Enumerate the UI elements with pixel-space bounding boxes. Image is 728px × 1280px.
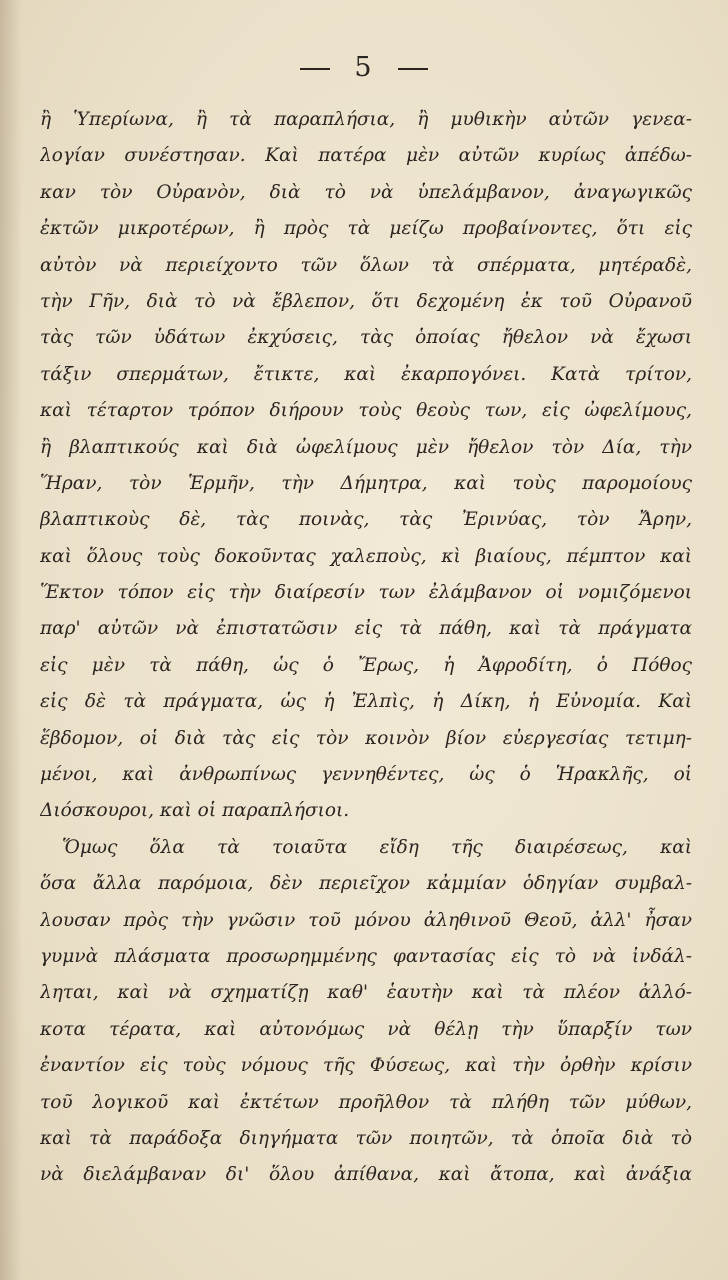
text-line: ἕβδομον, οἱ διὰ τὰς εἰς τὸν κοινὸν βίον εὐεργεσίας τετιμη- bbox=[40, 727, 692, 749]
text-line: Ὅμως ὅλα τὰ τοιαῦτα εἴδη τῆς διαιρέσεως, καὶ bbox=[62, 836, 692, 858]
text-line: ἐκτῶν μικροτέρων, ἢ πρὸς τὰ μείζω προβαίνοντες, ὅτι εἰς bbox=[40, 218, 692, 240]
text-line: τάξιν σπερμάτων, ἔτικτε, καὶ ἐκαρπογόνει. Κατὰ τρίτον, bbox=[40, 363, 692, 385]
text-line: λουσαν πρὸς τὴν γνῶσιν τοῦ μόνου ἀληθινοῦ Θεοῦ, ἀλλ' ἦσαν bbox=[40, 909, 692, 931]
text-line: αὐτὸν νὰ περιείχοντο τῶν ὅλων τὰ σπέρματα, μητέραδὲ, bbox=[40, 254, 692, 276]
text-line: καν τὸν Οὐρανὸν, διὰ τὸ νὰ ὑπελάμβανον, ἀναγωγικῶς bbox=[40, 181, 692, 203]
text-line: καὶ ὅλους τοὺς δοκοῦντας χαλεποὺς, κὶ βιαίους, πέμπτον καὶ bbox=[40, 545, 692, 567]
text-line: Ἕκτον τόπον εἰς τὴν διαίρεσίν των ἐλάμβανον οἱ νομιζόμενοι bbox=[40, 582, 692, 604]
text-line: Διόσκουροι, καὶ οἱ παραπλήσιοι. bbox=[40, 800, 350, 822]
text-line: γυμνὰ πλάσματα προσωρημμένης φαντασίας εἰς τὸ νὰ ἰνδάλ- bbox=[40, 945, 692, 967]
text-line: λογίαν συνέστησαν. Καὶ πατέρα μὲν αὐτῶν κυρίως ἀπέδω- bbox=[40, 145, 692, 167]
header-dash-right bbox=[398, 68, 428, 70]
text-line: καὶ τέταρτον τρόπον διήρουν τοὺς θεοὺς των, εἰς ὠφελίμους, bbox=[40, 400, 692, 422]
text-line: ἢ Ὑπερίωνα, ἢ τὰ παραπλήσια, ἢ μυθικὴν αὐτῶν γενεα- bbox=[40, 109, 692, 130]
text-line: ἐναντίον εἰς τοὺς νόμους τῆς Φύσεως, καὶ τὴν ὀρθὴν κρίσιν bbox=[40, 1055, 692, 1077]
text-line: καὶ τὰ παράδοξα διηγήματα τῶν ποιητῶν, τὰ ὁποῖα διὰ τὸ bbox=[40, 1127, 692, 1149]
text-line: τὰς τῶν ὑδάτων ἐκχύσεις, τὰς ὁποίας ἤθελον νὰ ἔχωσι bbox=[40, 327, 692, 349]
body-text bbox=[40, 102, 692, 1194]
page-header bbox=[0, 52, 728, 83]
text-line: εἰς δὲ τὰ πράγματα, ὡς ἡ Ἐλπὶς, ἡ Δίκη, ἡ Εὐνομία. Καὶ bbox=[40, 691, 692, 713]
text-line: τὴν Γῆν, διὰ τὸ νὰ ἔβλεπον, ὅτι δεχομένη ἐκ τοῦ Οὐρανοῦ bbox=[40, 290, 692, 312]
text-line: εἰς μὲν τὰ πάθη, ὡς ὁ Ἔρως, ἡ Ἀφροδίτη, ὁ Πόθος bbox=[40, 654, 692, 676]
text-line: Ἥραν, τὸν Ἑρμῆν, τὴν Δήμητρα, καὶ τοὺς παρομοίους bbox=[40, 472, 692, 494]
text-line: νὰ διελάμβαναν δι' ὅλου ἀπίθανα, καὶ ἄτοπα, καὶ ἀνάξια bbox=[40, 1164, 692, 1186]
page-gutter-shadow bbox=[0, 0, 22, 1280]
text-line: ληται, καὶ νὰ σχηματίζῃ καθ' ἑαυτὴν καὶ τὰ πλέον ἀλλό- bbox=[40, 982, 692, 1004]
text-line: κοτα τέρατα, καὶ αὐτονόμως νὰ θέλῃ τὴν ὕπαρξίν των bbox=[40, 1018, 692, 1040]
text-line: τοῦ λογικοῦ καὶ ἐκτέτων προῆλθον τὰ πλήθη τῶν μύθων, bbox=[40, 1091, 692, 1113]
page-number: 5 bbox=[354, 52, 374, 83]
text-line: παρ' αὐτῶν νὰ ἐπιστατῶσιν εἰς τὰ πάθη, καὶ τὰ πράγματα bbox=[40, 618, 692, 640]
text-line: βλαπτικοὺς δὲ, τὰς ποινὰς, τὰς Ἐρινύας, τὸν Ἄρην, bbox=[40, 509, 692, 531]
text-line: μένοι, καὶ ἀνθρωπίνως γεννηθέντες, ὡς ὁ Ἡρακλῆς, οἱ bbox=[40, 764, 692, 786]
text-line: ἢ βλαπτικούς καὶ διὰ ὠφελίμους μὲν ἤθελον τὸν Δία, τὴν bbox=[40, 436, 692, 458]
text-line: ὅσα ἄλλα παρόμοια, δὲν περιεῖχον κἀμμίαν ὁδηγίαν συμβαλ- bbox=[40, 873, 692, 895]
header-dash-left bbox=[300, 68, 330, 70]
